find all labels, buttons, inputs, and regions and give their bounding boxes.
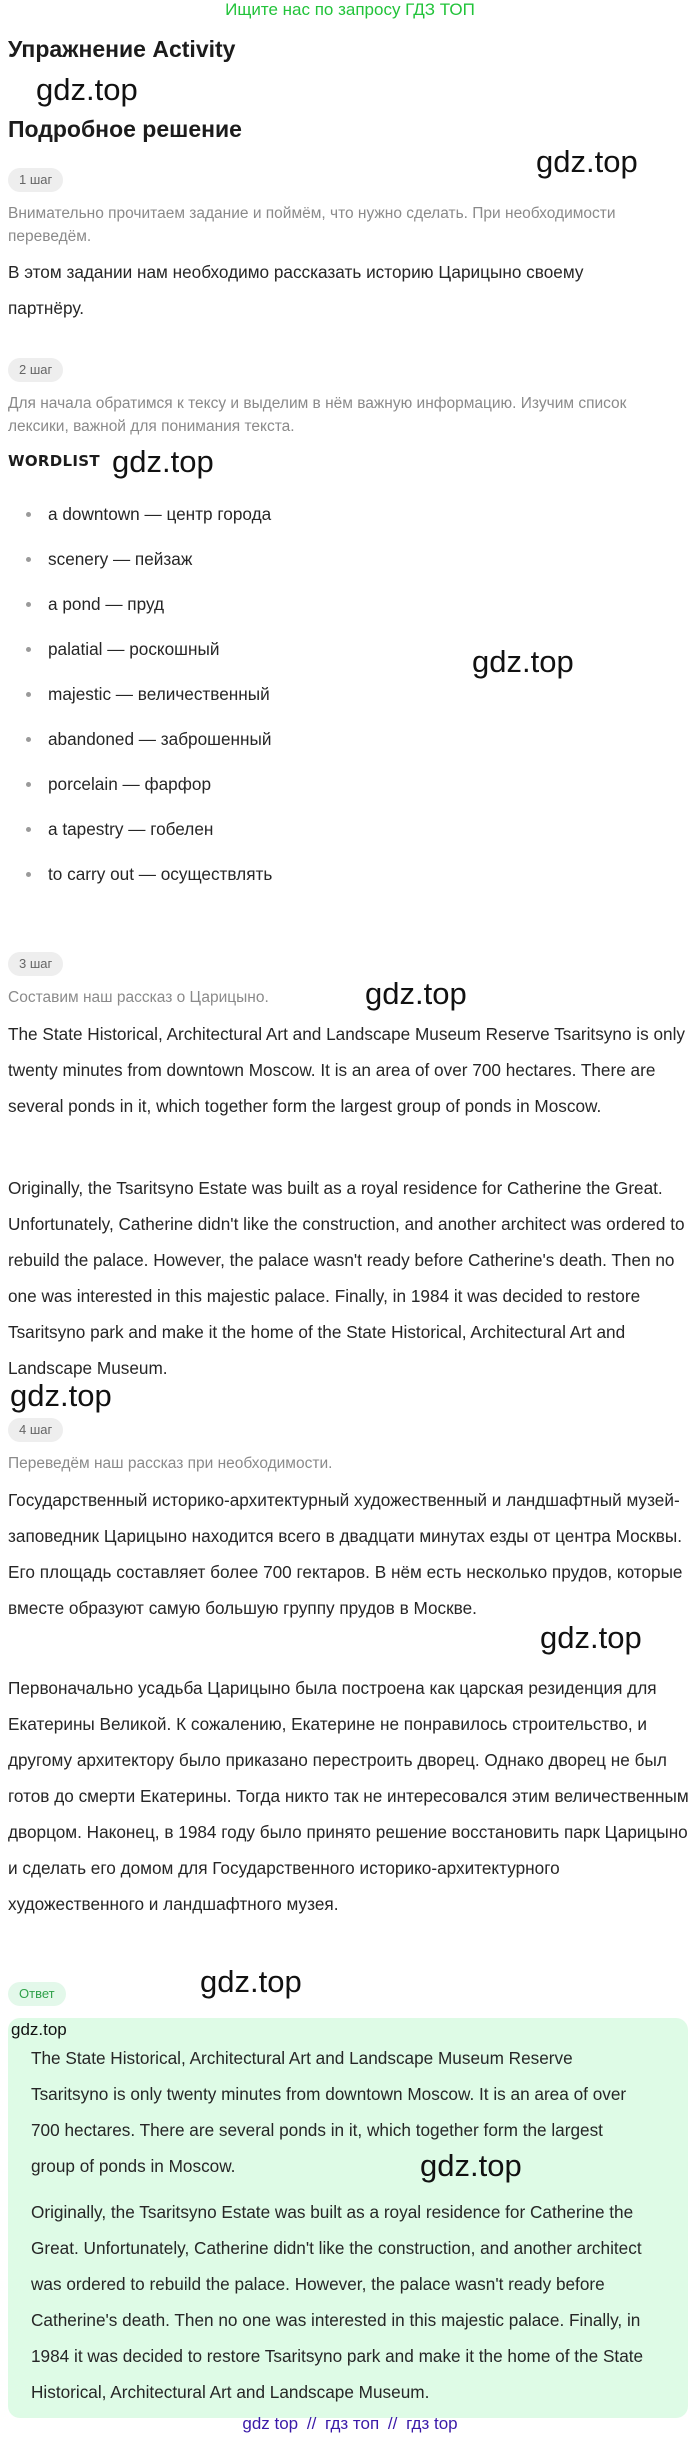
step-1-note: Внимательно прочитаем задание и поймём, что нужно сделать. При необходимости переведём. bbox=[8, 205, 616, 245]
footer-separator: // bbox=[387, 2414, 398, 2433]
wordlist-item: porcelain — фарфор bbox=[20, 766, 272, 811]
step-3-paragraph-2: Originally, the Tsaritsyno Estate was built as a royal residence for Catherine the Great. Unfortunately, Catherine didn't like the construction, and another architect was ordered to rebuild the palace. However, the palace wasn't ready before Catherine's death. Then no one was interested in this majestic palace. Finally, in 1984 it was decided to restore Tsaritsyno park and make it the home of the State Historical, Architectural Art and Landscape Museum. bbox=[8, 1178, 685, 1378]
step-4-paragraph-2: Первоначально усадьба Царицыно была построена как царская резиденция для Екатерины Великой. К сожалению, Екатерине не понравилось строительство, и другому архитектору было приказано перестроить дворец. Однако дворец не был готов до смерти Екатерины. Тогда никто так не интересовался этим величественным дворцом. Наконец, в 1984 году было принято решение восстановить парк Царицыно и сделать его домом для Государственного историко-архитектурного художественного и ландшафтного музея. bbox=[8, 1678, 689, 1914]
footer-link[interactable]: gdz top bbox=[242, 2414, 299, 2433]
footer-link[interactable]: гдз топ bbox=[325, 2414, 380, 2433]
step-4-paragraph-1: Государственный историко-архитектурный художественный и ландшафтный музей-заповедник Царицыно находится всего в двадцати минутах езды от центра Москвы. Его площадь составляет более 700 гектаров. В нём есть несколько прудов, которые вместе образуют самую большую группу прудов в Москве. bbox=[8, 1490, 683, 1618]
step-3-badge bbox=[8, 952, 63, 976]
wordlist-item: scenery — пейзаж bbox=[20, 541, 272, 586]
step-3-note: Составим наш рассказ о Царицыно. bbox=[8, 989, 269, 1006]
answer-box-label: gdz.top bbox=[11, 2020, 67, 2039]
wordlist-title: WORDLIST bbox=[8, 452, 100, 470]
watermark: gdz.top bbox=[536, 144, 638, 179]
step-label: 1 шаг bbox=[8, 168, 63, 192]
answer-label: Ответ bbox=[8, 1982, 66, 2006]
wordlist-item: a tapestry — гобелен bbox=[20, 811, 272, 856]
wordlist-item: a downtown — центр города bbox=[20, 496, 272, 541]
step-2-badge bbox=[8, 358, 63, 382]
footer-separator: // bbox=[306, 2414, 317, 2433]
step-4-note: Переведём наш рассказ при необходимости. bbox=[8, 1455, 333, 1472]
watermark: gdz.top bbox=[365, 976, 467, 1011]
wordlist-item: to carry out — осуществлять bbox=[20, 856, 272, 901]
page-subtitle: Подробное решение bbox=[8, 116, 242, 142]
page-title: Упражнение Activity bbox=[8, 36, 236, 62]
answer-paragraph-2: Originally, the Tsaritsyno Estate was built as a royal residence for Catherine the Great. Unfortunately, Catherine didn't like the construction, and another architect was ordered to rebuild the palace. However, the palace wasn't ready before Catherine's death. Then no one was interested in this majestic palace. Finally, in 1984 it was decided to restore Tsaritsyno park and make it the home of the State Historical, Architectural Art and Landscape Museum. bbox=[31, 2202, 644, 2402]
wordlist-item: palatial — роскошный bbox=[20, 631, 272, 676]
step-label: 3 шаг bbox=[8, 952, 63, 976]
answer-paragraph-1: The State Historical, Architectural Art and Landscape Museum Reserve Tsaritsyno is only twenty minutes from downtown Moscow. It is an area of over 700 hectares. There are several ponds in it, which together form the largest group of ponds in Moscow. bbox=[31, 2048, 627, 2176]
watermark: gdz.top bbox=[472, 644, 574, 679]
footer-link[interactable]: гдз top bbox=[406, 2414, 458, 2433]
step-2-note: Для начала обратимся к тексу и выделим в нём важную информацию. Изучим список лексики, важной для понимания текста. bbox=[8, 395, 627, 435]
watermark: gdz.top bbox=[200, 1964, 302, 1999]
step-3-paragraph-1: The State Historical, Architectural Art and Landscape Museum Reserve Tsaritsyno is only twenty minutes from downtown Moscow. It is an area of over 700 hectares. There are several ponds in it, which together form the largest group of ponds in Moscow. bbox=[8, 1024, 685, 1116]
step-label: 4 шаг bbox=[8, 1418, 63, 1442]
wordlist-item: abandoned — заброшенный bbox=[20, 721, 272, 766]
step-1-text: В этом задании нам необходимо рассказать историю Царицыно своему партнёру. bbox=[8, 262, 584, 318]
answer-badge bbox=[8, 1982, 66, 2006]
wordlist-item: majestic — величественный bbox=[20, 676, 272, 721]
wordlist-item: a pond — пруд bbox=[20, 586, 272, 631]
step-label: 2 шаг bbox=[8, 358, 63, 382]
step-4-badge bbox=[8, 1418, 63, 1442]
wordlist bbox=[20, 496, 272, 901]
watermark: gdz.top bbox=[112, 444, 214, 479]
top-search-link[interactable]: Ищите нас по запросу ГДЗ ТОП bbox=[225, 0, 475, 19]
watermark: gdz.top bbox=[420, 2148, 522, 2183]
watermark: gdz.top bbox=[10, 1378, 112, 1413]
step-1-badge bbox=[8, 168, 63, 192]
watermark: gdz.top bbox=[36, 72, 138, 107]
footer-links bbox=[0, 2412, 700, 2436]
watermark: gdz.top bbox=[540, 1620, 642, 1655]
